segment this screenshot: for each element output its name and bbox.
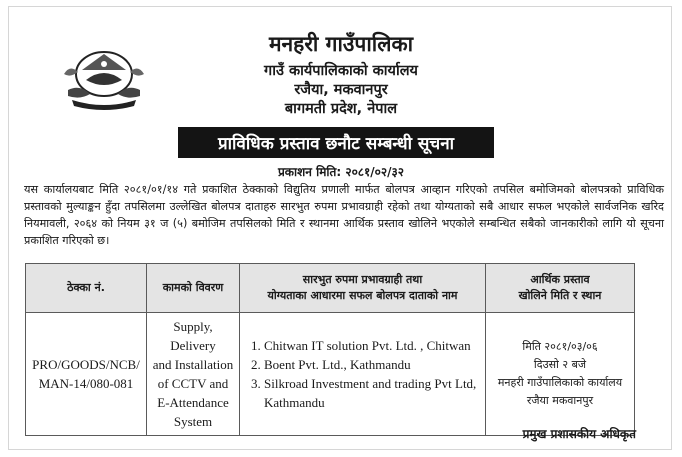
header-contract-no: ठेक्का नं. — [26, 264, 147, 313]
office-address: रजैया, मकवानपुर — [294, 82, 388, 98]
notice-body: यस कार्यालयबाट मिति २०८१/०१/१४ गते प्रकाशित ठेक्काको विद्युतिय प्रणाली मार्फत बोलपत्र आव्हान गरिएको तपसिल बमोजिमको बोलपत्रको प्राविधिक प्रस्तावको मुल्याङ्कन हुँदा तपसिलमा उल्लेखित बोलपत्र दाताहरु सारभुत रुपमा प्रभावग्राही रहेको तथा योग्यताको सबै आधार सफल भएकोले सार्वजनिक खरिद नियमावली, २०६४ को नियम ३१ ज (५) बमोजिम तपसिलको मिति र स्थानमा आर्थिक प्रस्ताव खोलिने भएकोले सम्बन्धित सबैको जानकारीको लागि यो सूचना प्रकाशित गरिएको छ। — [24, 183, 664, 247]
table-header-row — [26, 264, 635, 313]
work-description: Supply, Delivery and Installation of CCTV and E-Attendance System — [147, 313, 240, 436]
list-item: 2. Boent Pvt. Ltd., Kathmandu — [264, 355, 481, 374]
municipality-title: मनहरी गाउँपालिका — [268, 32, 414, 56]
opening-date-place: मिति २०८१/०३/०६ दिउसो २ बजे मनहरी गाउँपालिकाको कार्यालय रजैया मकवानपुर — [486, 313, 635, 436]
header-work-description: कामको विवरण — [147, 264, 240, 313]
office-name: गाउँ कार्यपालिकाको कार्यालय — [264, 63, 418, 79]
province-line: बागमती प्रदेश, नेपाल — [284, 101, 398, 117]
publication-date: प्रकाशन मिति: २०८१/०२/३२ — [277, 165, 405, 179]
signatory-title: प्रमुख प्रशासकीय अधिकृत — [522, 427, 636, 441]
list-item: 3. Silkroad Investment and trading Pvt Ltd, Kathmandu — [264, 374, 481, 412]
notice-banner: प्राविधिक प्रस्ताव छनौट सम्बन्धी सूचना — [178, 127, 494, 158]
contract-number: PRO/GOODS/NCB/ MAN-14/080-081 — [26, 313, 147, 436]
bid-table — [25, 263, 635, 436]
header-opening-date-place: आर्थिक प्रस्ताव खोलिने मिति र स्थान — [486, 264, 635, 313]
bidder-list — [240, 313, 486, 436]
header-bidder-name: सारभुत रुपमा प्रभावग्राही तथा योग्यताका आधारमा सफल बोलपत्र दाताको नाम — [240, 264, 486, 313]
table-row — [26, 313, 635, 436]
list-item: 1. Chitwan IT solution Pvt. Ltd. , Chitwan — [264, 336, 481, 355]
